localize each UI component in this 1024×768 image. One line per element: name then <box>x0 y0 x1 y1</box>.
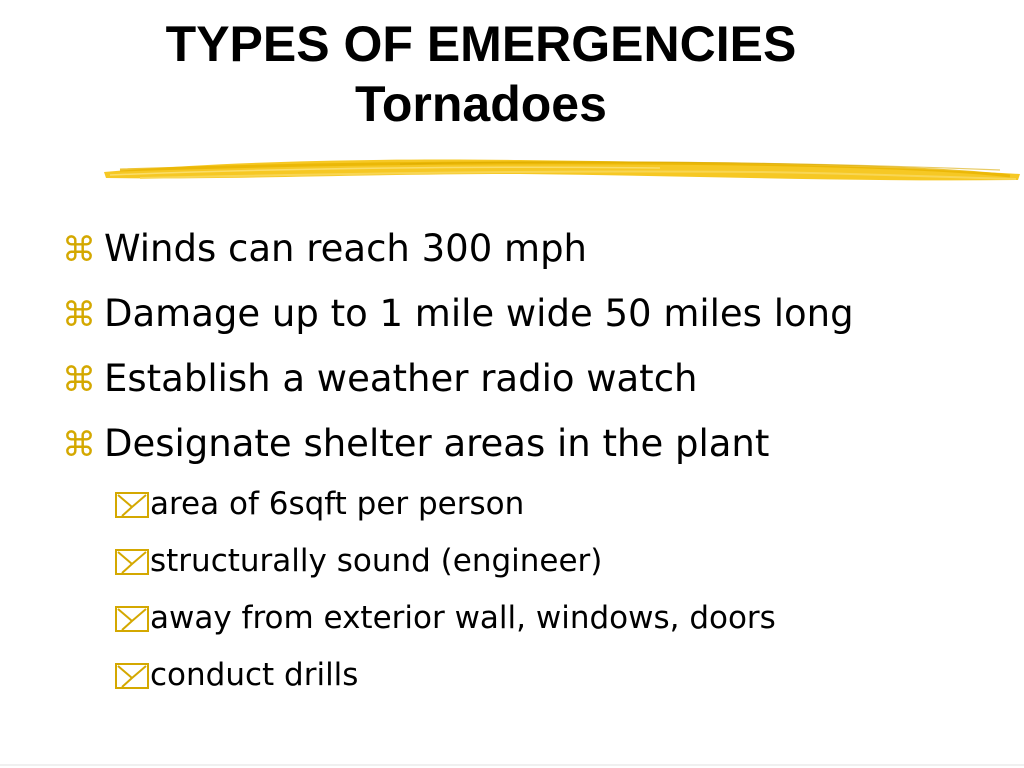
bullet-list <box>62 216 1012 704</box>
sub-bullet-text: area of 6sqft per person <box>150 486 525 522</box>
title-line-sub: Tornadoes <box>355 76 607 132</box>
title-line-main: TYPES OF EMERGENCIES <box>165 16 797 72</box>
slide-title <box>0 14 962 134</box>
bottom-divider <box>0 764 1024 766</box>
bullet-item <box>62 346 1012 411</box>
sub-bullet-item <box>114 590 1012 647</box>
command-key-icon: ⌘ <box>62 230 96 270</box>
command-key-icon: ⌘ <box>62 295 96 335</box>
sub-bullet-item <box>114 533 1012 590</box>
bullet-item <box>62 281 1012 346</box>
y-box-icon <box>114 547 150 577</box>
sub-bullet-text: away from exterior wall, windows, doors <box>150 600 776 636</box>
sub-bullet-item <box>114 476 1012 533</box>
y-box-icon <box>114 490 150 520</box>
command-key-icon: ⌘ <box>62 425 96 465</box>
bullet-text: Designate shelter areas in the plant <box>104 422 770 465</box>
bullet-item <box>62 411 1012 476</box>
bullet-text: Establish a weather radio watch <box>104 357 698 400</box>
bullet-text: Winds can reach 300 mph <box>104 227 588 270</box>
y-box-icon <box>114 604 150 634</box>
sub-bullet-text: structurally sound (engineer) <box>150 543 603 579</box>
sub-bullet-text: conduct drills <box>150 657 359 693</box>
command-key-icon: ⌘ <box>62 360 96 400</box>
brush-stroke-underline <box>100 148 1024 190</box>
sub-bullet-item <box>114 647 1012 704</box>
bullet-text: Damage up to 1 mile wide 50 miles long <box>104 292 854 335</box>
y-box-icon <box>114 661 150 691</box>
bullet-item <box>62 216 1012 281</box>
